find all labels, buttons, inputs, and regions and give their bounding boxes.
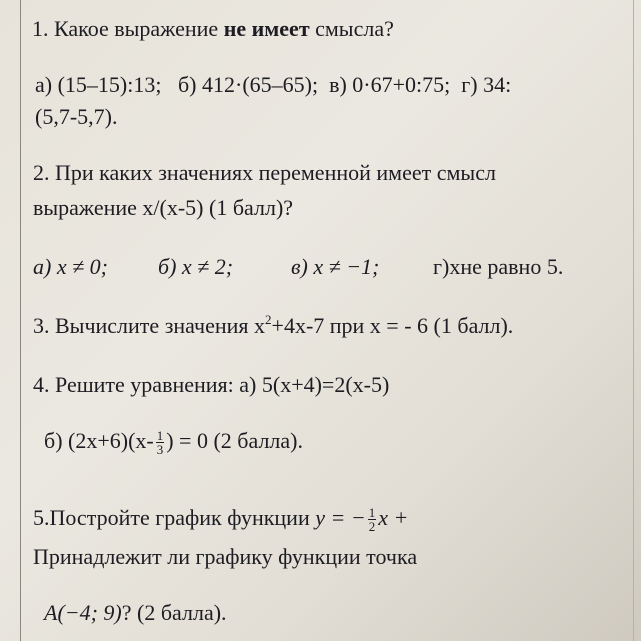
q2-option-b: б) x ≠ 2; (158, 254, 234, 279)
q4-part-b: б) (2х+6)(х- $\frac{1}{3}$ ) = 0 (2 балла). (44, 428, 303, 458)
q4-fraction: $\frac{1}{3}$ (156, 428, 164, 458)
q2-option-d: г)хне равно 5. (433, 254, 564, 279)
q5-question-line2: Принадлежит ли графику функции точка (33, 544, 418, 569)
left-margin-line (20, 0, 21, 641)
q1-title-bold: не имеет (223, 16, 310, 41)
q5-fraction: $\frac{1}{2}$ (368, 505, 376, 535)
q1-options-continued: (5,7-5,7). (35, 104, 118, 129)
q5-question-line1: 5.Постройте график функции y = − $\frac{1}{2}$ x + (33, 505, 409, 535)
q5-question-line3: A(−4; 9)? (2 балла). (44, 600, 227, 625)
q2-question-line2: выражение х/(х-5) (1 балл)? (33, 195, 294, 220)
q2-option-a: а) x ≠ 0; (33, 254, 108, 279)
q3-question: 3. Вычислите значения $х^2+4х-7$ при х = - 6 (1 балл). (33, 312, 514, 338)
q5-formula-lhs: y = − (315, 505, 366, 530)
q1-options: а) (15–15):13; б) 412·(65–65); в) 0·67+0:75; г) 34: (35, 72, 512, 97)
q5-point: A(−4; 9) (44, 600, 122, 625)
q1-title: 1. Какое выражение не имеет смысла? (32, 16, 394, 41)
q2-question-line1: 2. При каких значениях переменной имеет смысл (33, 160, 496, 185)
q5-formula-rhs: x + (378, 505, 409, 530)
q4-question: 4. Решите уравнения: а) 5(х+4)=2(х-5) (33, 372, 390, 397)
q2-option-c: в) x ≠ −1; (291, 254, 380, 279)
right-margin-line (633, 0, 634, 641)
